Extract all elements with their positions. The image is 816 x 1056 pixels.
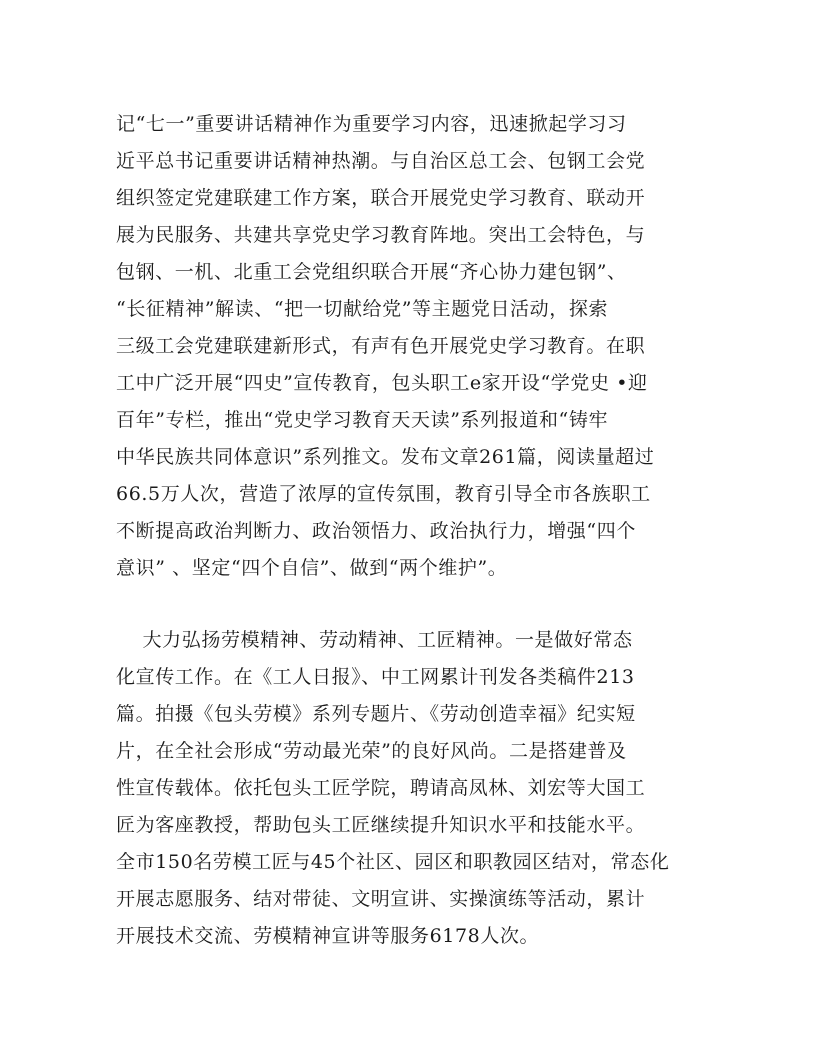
text-line: “长征精神”解读、“把一切献给党”等主题党日活动，探索 (116, 298, 609, 320)
text-line: 化宣传工作。在《工人日报》、中工网累计刊发各类稿件213 (116, 666, 635, 688)
paragraph-party-history-study (116, 106, 716, 587)
text-line: 开展志愿服务、结对带徒、文明宣讲、实操演练等活动，累计 (116, 888, 646, 910)
text-line: 意识” 、坚定“四个自信”、做到“两个维护”。 (116, 557, 508, 579)
text-line: 匠为客座教授，帮助包头工匠继续提升知识水平和技能水平。 (116, 814, 646, 836)
text-line: 工中广泛开展“四史”宣传教育，包头职工e家开设“学党史 •迎 (116, 372, 648, 394)
text-line: 中华民族共同体意识”系列推文。发布文章261篇，阅读量超过 (116, 446, 655, 468)
text-line: 开展技术交流、劳模精神宣讲等服务6178人次。 (116, 925, 540, 947)
text-line: 三级工会党建联建新形式，有声有色开展党史学习教育。在职 (116, 335, 646, 357)
text-line: 全市150名劳模工匠与45个社区、园区和职教园区结对，常态化 (116, 851, 670, 873)
text-line: 近平总书记重要讲话精神热潮。与自治区总工会、包钢工会党 (116, 150, 646, 172)
paragraph-model-worker-spirit (116, 622, 716, 955)
text-line: 篇。拍摄《包头劳模》系列专题片、《劳动创造幸福》纪实短 (116, 703, 636, 725)
text-line: 片，在全社会形成“劳动最光荣”的良好风尚。二是搭建普及 (116, 740, 627, 762)
text-line: 包钢、一机、北重工会党组织联合开展“齐心协力建包钢”、 (116, 261, 627, 283)
text-line: 记“七一”重要讲话精神作为重要学习内容，迅速掀起学习习 (116, 113, 627, 135)
text-line: 展为民服务、共建共享党史学习教育阵地。突出工会特色，与 (116, 224, 646, 246)
text-line: 大力弘扬劳模精神、劳动精神、工匠精神。一是做好常态 (116, 629, 633, 651)
text-line: 百年”专栏，推出“党史学习教育天天读”系列报道和“铸牢 (116, 409, 609, 431)
text-line: 66.5万人次，营造了浓厚的宣传氛围，教育引导全市各族职工 (116, 483, 651, 505)
text-line: 组织签定党建联建工作方案，联合开展党史学习教育、联动开 (116, 187, 646, 209)
text-line: 不断提高政治判断力、政治领悟力、政治执行力，增强“四个 (116, 520, 636, 542)
text-line: 性宣传载体。依托包头工匠学院，聘请高凤林、刘宏等大国工 (116, 777, 646, 799)
